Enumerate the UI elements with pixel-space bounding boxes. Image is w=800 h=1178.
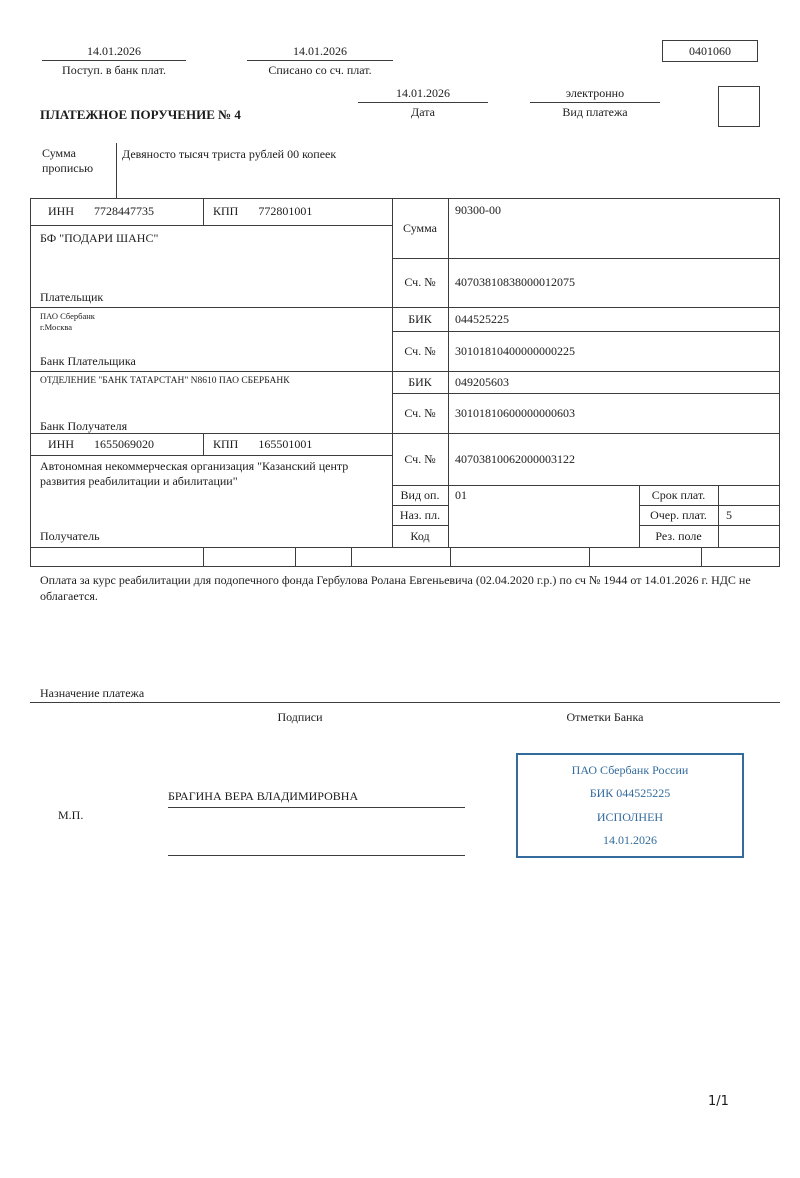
payer-account-value: 40703810838000012075 — [455, 275, 575, 289]
payee-bank-bik-row — [392, 371, 779, 393]
amount-words-divider — [116, 143, 117, 198]
payer-bank-label: Банк Плательщика — [40, 354, 136, 368]
payment-kind-value: электронно — [530, 86, 660, 103]
stamp-status: ИСПОЛНЕН — [596, 809, 664, 824]
amount-words-value: Девяносто тысяч триста рублей 00 копеек — [122, 147, 337, 161]
payer-bank-bik-label: БИК — [408, 311, 432, 326]
mp-label: М.П. — [58, 808, 84, 822]
table-line — [295, 547, 296, 566]
payment-order-label: Очер. плат. — [650, 507, 707, 522]
payee-label: Получатель — [40, 529, 100, 543]
reserve-field-label: Рез. поле — [655, 528, 702, 543]
stamp-bank-name: ПАО Сбербанк России — [571, 763, 689, 778]
table-line — [203, 433, 204, 455]
payment-term-value — [718, 485, 779, 505]
payer-inn-value: 7728447735 — [94, 204, 154, 218]
payee-kpp-value: 165501001 — [258, 436, 313, 451]
table-line — [30, 566, 780, 567]
payee-bank-corr-value: 30101810600000000603 — [455, 405, 575, 420]
payment-kind-block — [530, 86, 660, 120]
payment-term-label: Срок плат. — [651, 487, 706, 502]
payee-account-label: Сч. № — [404, 451, 436, 466]
signatures-title: Подписи — [277, 710, 323, 724]
received-date-value: 14.01.2026 — [42, 44, 186, 61]
payee-bank-corr-row — [392, 393, 779, 433]
payee-name: Автономная некоммерческая организация "Казанский центр развития реабилитации и абилитации" — [40, 459, 349, 488]
payment-order-value: 5 — [726, 507, 732, 522]
op-kind-value: 01 — [455, 487, 467, 502]
payee-bank-label: Банк Получателя — [40, 419, 128, 433]
payer-bank-city: г.Москва — [40, 322, 73, 332]
payee-inn-label: ИНН — [48, 436, 74, 451]
payer-kpp-label: КПП — [213, 204, 239, 218]
payee-bank-bik-label: БИК — [408, 374, 432, 389]
payee-inn-value: 1655069020 — [94, 436, 154, 451]
debited-date-label: Списано со сч. плат. — [268, 63, 372, 77]
payer-label: Плательщик — [40, 290, 104, 304]
code-value — [448, 525, 639, 547]
payee-bank-bik-value: 049205603 — [455, 374, 509, 389]
received-date-block — [42, 44, 186, 78]
purpose-code-value — [448, 505, 639, 525]
purpose-underline — [30, 702, 780, 703]
signer-name: БРАГИНА ВЕРА ВЛАДИМИРОВНА — [168, 789, 465, 808]
payer-bank-name — [40, 311, 95, 333]
doc-date-label: Дата — [411, 105, 435, 119]
sum-label: Сумма — [403, 221, 437, 235]
purpose-code-label: Наз. пл. — [399, 507, 441, 522]
table-line — [30, 547, 780, 548]
payer-bank-corr-value: 30101810400000000225 — [455, 343, 575, 358]
table-line — [203, 547, 204, 566]
payment-purpose-text: Оплата за курс реабилитации для подопечного фонда Гербулова Ролана Евгеньевича (02.04.2020 г.р.) по сч № 1944 от 14.01.2026 г. НДС не облагается. — [40, 573, 751, 604]
sum-value: 90300-00 — [455, 203, 501, 217]
code-label: Код — [410, 528, 430, 543]
payer-bank-corr-row — [392, 331, 779, 371]
payer-bank-corr-label: Сч. № — [404, 343, 436, 358]
table-line — [701, 547, 702, 566]
table-border-left — [30, 198, 31, 566]
payer-bank-bik-value: 044525225 — [455, 311, 509, 326]
payer-account-row — [392, 258, 779, 307]
debited-date-value: 14.01.2026 — [247, 44, 393, 61]
payee-bank-name: ОТДЕЛЕНИЕ "БАНК ТАТАРСТАН" N8610 ПАО СБЕРБАНК — [40, 376, 290, 386]
payee-inn — [48, 433, 154, 455]
purpose-code-row — [392, 505, 779, 525]
debited-date-block — [247, 44, 393, 78]
payee-bank-corr-label: Сч. № — [404, 405, 436, 420]
table-line — [589, 547, 590, 566]
table-line — [203, 198, 204, 225]
op-kind-label: Вид оп. — [400, 487, 440, 502]
amount-words-label: Сумма прописью — [42, 146, 94, 175]
payee-account-row — [392, 433, 779, 485]
received-date-label: Поступ. в банк плат. — [62, 63, 166, 77]
doc-date-block — [358, 86, 488, 120]
table-line — [30, 455, 392, 456]
payer-inn — [48, 198, 154, 225]
form-code-box: 0401060 — [662, 40, 758, 62]
payment-purpose-label: Назначение платежа — [40, 686, 145, 700]
table-line — [351, 547, 352, 566]
payer-kpp — [213, 198, 312, 225]
sum-row — [392, 199, 779, 258]
table-line — [30, 225, 392, 226]
second-signature-line — [168, 855, 465, 856]
table-border-right — [779, 198, 780, 566]
op-kind-row — [392, 485, 779, 505]
payer-name: БФ "ПОДАРИ ШАНС" — [40, 231, 159, 245]
payer-account-label: Сч. № — [404, 275, 436, 289]
reserve-field-value — [718, 525, 779, 547]
payee-account-value: 40703810062000003122 — [455, 451, 575, 466]
document-title: ПЛАТЕЖНОЕ ПОРУЧЕНИЕ № 4 — [40, 107, 241, 122]
bank-stamp — [516, 753, 744, 858]
payer-inn-label: ИНН — [48, 204, 74, 218]
payee-kpp-label: КПП — [213, 436, 239, 451]
stamp-bik: БИК 044525225 — [589, 786, 671, 801]
bank-marks-title: Отметки Банка — [566, 710, 644, 724]
table-line — [450, 547, 451, 566]
page-indicator: 1/1 — [708, 1094, 729, 1109]
payer-bank-name-line: ПАО Сбербанк — [40, 311, 95, 321]
doc-date-value: 14.01.2026 — [358, 86, 488, 103]
payer-bank-bik-row — [392, 307, 779, 331]
payee-kpp — [213, 433, 312, 455]
code-row — [392, 525, 779, 547]
payment-kind-label: Вид платежа — [562, 105, 628, 119]
stamp-date: 14.01.2026 — [603, 832, 657, 847]
status-box-empty — [718, 86, 760, 127]
payer-kpp-value: 772801001 — [258, 204, 313, 218]
